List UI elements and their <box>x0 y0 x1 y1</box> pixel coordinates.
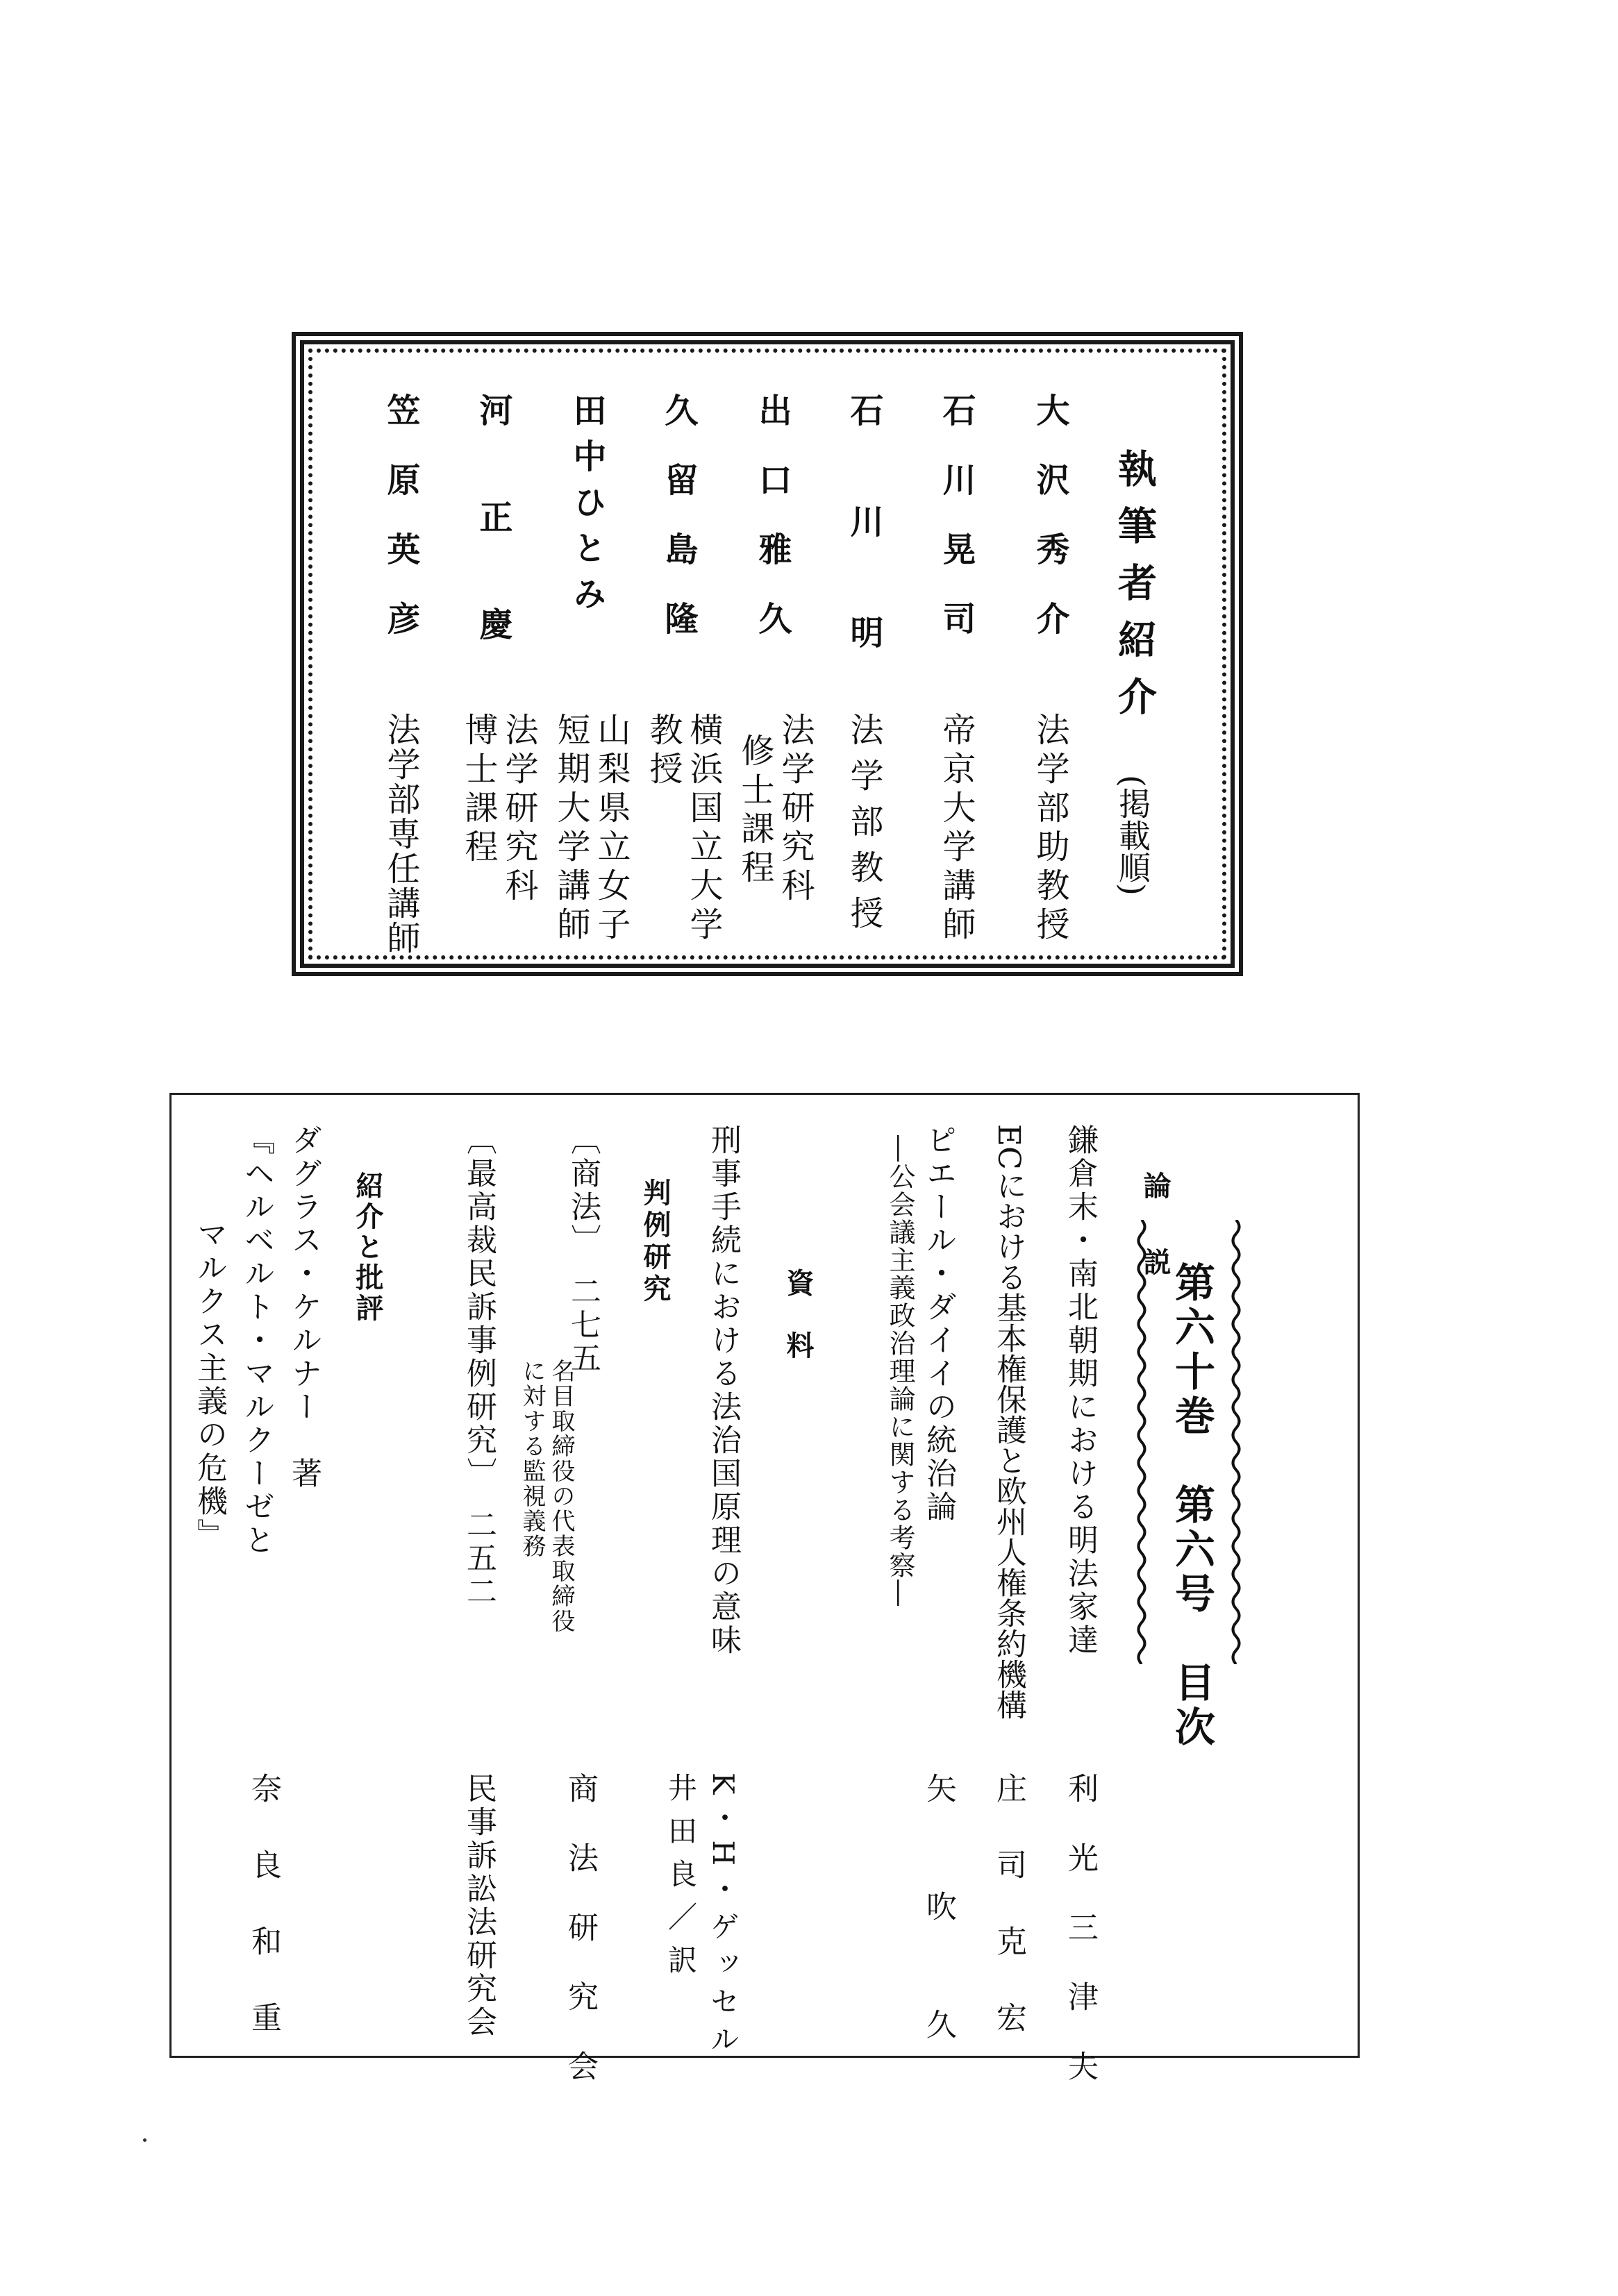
toc-item-author: 民事訴訟法研究会 <box>461 1773 497 2039</box>
toc-item-author: 商法研究会 <box>562 1773 598 2120</box>
authors-box <box>292 332 1243 976</box>
author-affiliation-line: 横浜国立大学 <box>684 712 723 946</box>
toc-item-title: 〔商法〕 二七五 <box>565 1124 601 1375</box>
toc-item-author: 奈良和重 <box>246 1773 281 2078</box>
toc-item-subtitle-line: に対する監視義務 <box>518 1359 546 1559</box>
author-name: 石川明 <box>844 393 883 726</box>
section-heading-ronsetsu: 論説 <box>1139 1171 1171 1324</box>
author-affiliation <box>458 712 539 907</box>
author-name: 久留島隆 <box>659 393 698 671</box>
author-affiliation: 法学部助教授 <box>1031 712 1069 946</box>
author-affiliation-line: 修士課程 <box>735 733 774 889</box>
author-name: 大沢秀介 <box>1031 393 1069 671</box>
toc-item-title: ダグラス・ケルナー 著 <box>286 1124 322 1491</box>
author-affiliation: 帝京大学講師 <box>937 712 976 946</box>
toc-item-subtitle-line: 名目取締役の代表取締役 <box>547 1359 575 1634</box>
toc-item-translator: 井田良／訳 <box>664 1773 698 1988</box>
toc-item-title: 刑事手続における法治国原理の意味 <box>706 1124 741 1657</box>
toc-item-title: 『ヘルベルト・マルクーゼと <box>239 1124 274 1557</box>
toc-item-author: K・H・ゲッセル <box>706 1773 740 2062</box>
author-name: 河正慶 <box>474 393 512 714</box>
author-affiliation-line: 短期大学講師 <box>551 712 590 946</box>
authors-title: 執筆者紹介 <box>1112 449 1158 733</box>
author-affiliation-line: 博士課程 <box>459 712 498 868</box>
toc-item-subtitle: ―公会議主義政治理論に関する考察― <box>885 1135 915 1607</box>
author-affiliation <box>735 712 815 907</box>
toc-item-author: 矢吹久 <box>921 1773 956 2127</box>
author-affiliation-line: 法学研究科 <box>499 712 538 907</box>
author-affiliation-line: 法学研究科 <box>776 712 815 907</box>
author-affiliation <box>643 712 724 946</box>
toc-item-title: ピエール・ダイイの統治論 <box>921 1124 956 1524</box>
toc-title: 第六十巻 第六号 目次 <box>1168 1262 1215 1750</box>
wavy-rule-right <box>1228 1220 1244 1664</box>
author-affiliation-line: 教授 <box>644 712 683 790</box>
author-name: 田中ひとみ <box>567 393 606 622</box>
toc-item-subtitle <box>517 1359 576 1634</box>
toc-box <box>169 1093 1360 2127</box>
stray-mark <box>143 2138 147 2142</box>
author-name: 石川晃司 <box>937 393 976 671</box>
toc-item-title: マルクス主義の危機』 <box>192 1218 227 1552</box>
author-name: 出口雅久 <box>753 393 792 671</box>
toc-item-title: 鎌倉末・南北朝期における明法家達 <box>1062 1124 1098 1657</box>
author-name: 笠原英彦 <box>381 393 420 671</box>
section-heading-shokai: 紹介と批評 <box>351 1171 384 1324</box>
author-affiliation-line: 山梨県立女子 <box>592 712 631 946</box>
author-affiliation: 法学部専任講師 <box>381 712 420 955</box>
toc-item-author: 利光三津夫 <box>1062 1773 1098 2120</box>
authors-subtitle: (掲載順) <box>1114 775 1151 896</box>
author-affiliation <box>551 712 631 946</box>
toc-item-title: ECにおける基本権保護と欧州人権条約機構 <box>991 1124 1026 1720</box>
toc-item-author: 庄司克宏 <box>991 1773 1026 2078</box>
author-affiliation: 法学部教授 <box>844 712 883 941</box>
section-heading-hanrei: 判例研究 <box>639 1178 672 1306</box>
toc-item-title: 〔最高裁民訴事例研究〕 二五二 <box>461 1124 497 1609</box>
section-heading-shiryo: 資料 <box>782 1268 815 1393</box>
